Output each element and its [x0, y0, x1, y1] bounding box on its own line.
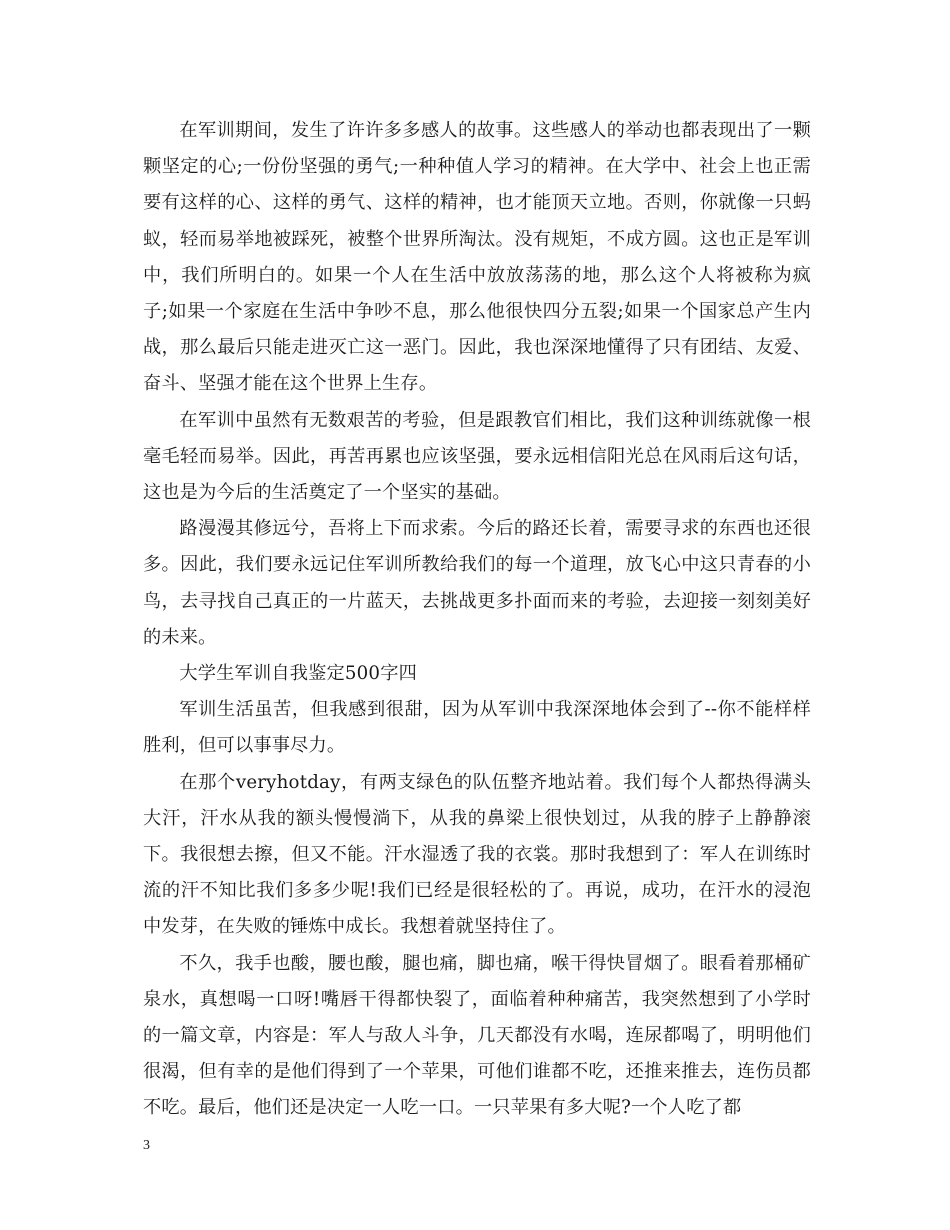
- paragraph: 在军训期间，发生了许许多多感人的故事。这些感人的举动也都表现出了一颗颗坚定的心;一份份坚强的勇气;一种种值人学习的精神。在大学中、社会上也正需要有这样的心、这样的勇气、这样的精神，也才能顶天立地。否则，你就像一只蚂蚁，轻而易举地被踩死，被整个世界所淘汰。没有规矩，不成方圆。这也正是军训中，我们所明白的。如果一个人在生活中放放荡荡的地，那么这个人将被称为疯子;如果一个家庭在生活中争吵不息，那么他很快四分五裂;如果一个国家总产生内战，那么最后只能走进灭亡这一恶门。因此，我也深深地懂得了只有团结、友爱、奋斗、坚强才能在这个世界上生存。: [143, 120, 811, 395]
- document-body: [143, 113, 811, 1127]
- paragraph: 路漫漫其修远兮，吾将上下而求索。今后的路还长着，需要寻求的东西也还很多。因此，我们要永远记住军训所教给我们的每一个道理，放飞心中这只青春的小鸟，去寻找自己真正的一片蓝天，去挑战更多扑面而来的考验，去迎接一刻刻美好的未来。: [143, 518, 811, 648]
- paragraph: 在那个veryhotday，有两支绿色的队伍整齐地站着。我们每个人都热得满头大汗，汗水从我的额头慢慢淌下，从我的鼻梁上很快划过，从我的脖子上静静滚下。我很想去擦，但又不能。汗水湿透了我的衣裳。那时我想到了：军人在训练时流的汗不知比我们多多少呢!我们已经是很轻松的了。再说，成功，在汗水的浸泡中发芽，在失败的锤炼中成长。我想着就坚持住了。: [143, 771, 811, 938]
- paragraph: 不久，我手也酸，腰也酸，腿也痛，脚也痛，喉干得快冒烟了。眼看着那桶矿泉水，真想喝一口呀!嘴唇干得都快裂了，面临着种种痛苦，我突然想到了小学时的一篇文章，内容是：军人与敌人斗争，几天都没有水喝，连尿都喝了，明明他们很渴，但有幸的是他们得到了一个苹果，可他们谁都不吃，还推来推去，连伤员都不吃。最后，他们还是决定一人吃一口。一只苹果有多大呢?一个人吃了都: [143, 952, 811, 1119]
- paragraph: 在军训中虽然有无数艰苦的考验，但是跟教官们相比，我们这种训练就像一根毫毛轻而易举。因此，再苦再累也应该坚强，要永远相信阳光总在风雨后这句话，这也是为今后的生活奠定了一个坚实的基础。: [143, 409, 811, 504]
- page-number: 3: [143, 1138, 150, 1153]
- paragraph: 军训生活虽苦，但我感到很甜，因为从军训中我深深地体会到了--你不能样样胜利，但可以事事尽力。: [143, 699, 811, 757]
- section-heading: 大学生军训自我鉴定500字四: [179, 663, 417, 685]
